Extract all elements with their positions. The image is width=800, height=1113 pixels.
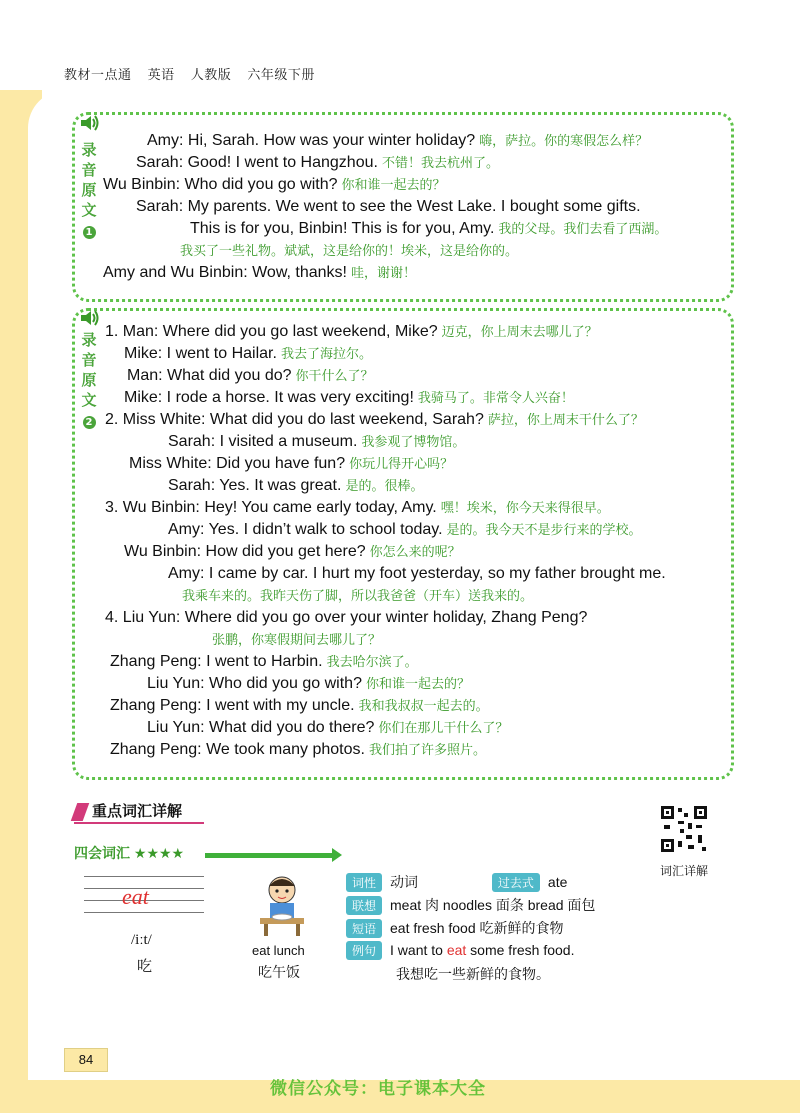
phonetic: /iːt/: [131, 932, 152, 948]
vocab-row-example-cn: [396, 964, 550, 984]
dialogue-line: [105, 498, 610, 519]
line-en: Mike: I rode a horse. It was very exciting!: [124, 389, 414, 406]
line-cn: 你们在那儿干什么了？: [378, 721, 509, 736]
line-en: 4. Liu Yun: Where did you go over your winter holiday, Zhang Peng?: [105, 609, 588, 626]
tag-badge: 过去式: [492, 873, 540, 892]
page-number: 84: [64, 1048, 108, 1072]
speaker-icon[interactable]: [78, 307, 100, 329]
line-cn: 我买了一些礼物。斌斌，这是给你的！埃米，这是给你的。: [180, 244, 519, 259]
line-en: Man: What did you do?: [127, 367, 292, 384]
line-cn: 我参观了博物馆。: [361, 435, 466, 450]
tag-badge: 词性: [346, 873, 382, 892]
line-cn: 不错！我去杭州了。: [381, 156, 499, 171]
vocab-row-example: [346, 941, 574, 960]
dialogue-line: [212, 630, 381, 651]
line-cn: 我骑马了。非常令人兴奋！: [417, 391, 574, 406]
vocab-level: 四会词汇 ★★★★: [74, 845, 185, 861]
vocab-row-part-of-speech: [346, 872, 567, 892]
label-number: 1: [83, 226, 96, 239]
qr-code-icon[interactable]: [660, 805, 708, 853]
word-meaning: 吃: [137, 958, 153, 975]
line-cn: 迈克，你上周末去哪儿了？: [441, 325, 598, 340]
vocab-row-phrase: [346, 918, 564, 938]
title-underline: [74, 822, 204, 824]
section-title-text: 重点词汇详解: [92, 803, 183, 820]
dialogue-line: [103, 263, 416, 284]
line-en: Sarah: My parents. We went to see the West Lake. I bought some gifts.: [136, 198, 641, 215]
vocab-section-title: [74, 800, 182, 821]
line-en: Miss White: Did you have fun?: [129, 455, 346, 472]
header-book: 教材一点通: [64, 67, 132, 82]
dialogue-line: [105, 410, 644, 431]
ruled-line: [84, 912, 204, 913]
line-cn: 嗨，萨拉。你的寒假怎么样？: [479, 134, 649, 149]
row-text: eat fresh food 吃新鲜的食物: [390, 920, 564, 936]
line-en: Amy: Yes. I didn’t walk to school today.: [168, 521, 443, 538]
tag-badge: 联想: [346, 896, 382, 915]
line-en: Amy and Wu Binbin: Wow, thanks!: [103, 264, 347, 281]
dialogue-line: [124, 542, 461, 563]
label-char: 录: [81, 141, 97, 159]
dialogue-line: [124, 388, 574, 409]
dialogue-line: [105, 608, 587, 628]
row-text: 动词: [390, 874, 419, 890]
line-en: 2. Miss White: What did you do last weekend, Sarah?: [105, 411, 484, 428]
page-header: [64, 64, 327, 83]
line-cn: 你和谁一起去的？: [341, 178, 446, 193]
line-cn: 我去了海拉尔。: [280, 347, 372, 362]
image-caption: eat lunch: [252, 943, 305, 958]
line-en: Amy: I came by car. I hurt my foot yesterday, so my father brought me.: [168, 565, 666, 582]
vocab-row-association: [346, 895, 595, 915]
line-cn: 是的。很棒。: [345, 479, 424, 494]
dialogue-line: [105, 322, 598, 343]
line-en: Zhang Peng: I went to Harbin.: [110, 653, 323, 670]
line-en: Liu Yun: Who did you go with?: [147, 675, 362, 692]
dialogue-line: [190, 219, 667, 240]
line-en: Wu Binbin: How did you get here?: [124, 543, 366, 560]
line-en: Zhang Peng: We took many photos.: [110, 741, 365, 758]
dialogue-line: [182, 586, 533, 607]
vocab-word: eat: [122, 884, 149, 909]
image-caption-cn: 吃午饭: [258, 964, 300, 980]
line-en: Sarah: Yes. It was great.: [168, 477, 342, 494]
dialogue-line: [147, 718, 508, 739]
line-en: This is for you, Binbin! This is for you, Amy.: [190, 220, 495, 237]
line-cn: 你怎么来的呢？: [369, 545, 461, 560]
boy-eating-illustration: [256, 872, 308, 938]
dialogue-line: [168, 564, 666, 584]
row-text: I want to: [390, 942, 447, 958]
line-en: Amy: Hi, Sarah. How was your winter holiday?: [147, 132, 476, 149]
label-char: 音: [81, 161, 97, 179]
line-cn: 你干什么了？: [295, 369, 374, 384]
line-cn: 是的。我今天不是步行来的学校。: [446, 523, 642, 538]
header-edition: 人教版: [190, 67, 232, 82]
dialogue-line: [168, 520, 642, 541]
dialogue-line: [147, 674, 470, 695]
label-char: 录: [81, 331, 97, 349]
qr-caption: 词汇详解: [660, 864, 709, 878]
row-text: some fresh food.: [466, 942, 575, 958]
line-cn: 萨拉，你上周末干什么了？: [487, 413, 644, 428]
header-grade: 六年级下册: [247, 67, 315, 82]
line-en: 1. Man: Where did you go last weekend, Mike?: [105, 323, 438, 340]
dialogue-line: [147, 131, 648, 152]
label-char: 音: [81, 351, 97, 369]
row-text: ate: [547, 874, 568, 890]
line-cn: 嘿！埃米，你今天来得很早。: [440, 501, 610, 516]
line-en: Mike: I went to Hailar.: [124, 345, 277, 362]
line-en: Liu Yun: What did you do there?: [147, 719, 375, 736]
line-en: 3. Wu Binbin: Hey! You came early today, Amy.: [105, 499, 437, 516]
dialogue-line: [103, 175, 446, 196]
label-char: 文: [81, 391, 97, 409]
label-char: 原: [81, 371, 97, 389]
speaker-icon[interactable]: [78, 112, 100, 134]
footer-watermark: 微信公众号：电子课本大全: [270, 1079, 486, 1098]
line-en: Zhang Peng: I went with my uncle.: [110, 697, 355, 714]
dialogue-line: [136, 197, 641, 217]
header-subject: 英语: [147, 67, 175, 82]
label-char: 文: [81, 201, 97, 219]
dialogue-line: [110, 652, 418, 673]
tag-badge: 例句: [346, 941, 382, 960]
ruled-line: [84, 876, 204, 877]
line-en: Sarah: Good! I went to Hangzhou.: [136, 154, 378, 171]
line-cn: 我们拍了许多照片。: [368, 743, 486, 758]
transcript-label-1: [80, 140, 98, 240]
dialogue-line: [127, 366, 374, 387]
transcript-label-2: [80, 330, 98, 430]
dialogue-line: [124, 344, 372, 365]
tag-badge: 短语: [346, 919, 382, 938]
dialogue-line: [110, 696, 489, 717]
line-cn: 哇，谢谢！: [350, 266, 416, 281]
label-number: 2: [83, 416, 96, 429]
dialogue-line: [110, 740, 486, 761]
row-text: 我想吃一些新鲜的食物。: [396, 966, 550, 982]
line-cn: 我的父母。我们去看了西湖。: [498, 222, 668, 237]
level-arrow: [332, 848, 342, 862]
dialogue-line: [180, 241, 518, 262]
line-en: Wu Binbin: Who did you go with?: [103, 176, 338, 193]
highlight-word: eat: [446, 942, 467, 958]
line-cn: 我和我叔叔一起去的。: [358, 699, 489, 714]
level-bar: [205, 853, 333, 858]
row-text: meat 肉 noodles 面条 bread 面包: [390, 897, 596, 913]
line-cn: 你玩儿得开心吗？: [349, 457, 454, 472]
line-cn: 我去哈尔滨了。: [326, 655, 418, 670]
dialogue-line: [129, 454, 453, 475]
pencil-icon: [71, 803, 90, 821]
line-cn: 我乘车来的。我昨天伤了脚，所以我爸爸（开车）送我来的。: [182, 589, 534, 604]
line-cn: 张鹏，你寒假期间去哪儿了？: [212, 633, 382, 648]
line-cn: 你和谁一起去的？: [365, 677, 470, 692]
label-char: 原: [81, 181, 97, 199]
dialogue-line: [168, 432, 465, 453]
dialogue-line: [136, 153, 499, 174]
dialogue-line: [168, 476, 423, 497]
line-en: Sarah: I visited a museum.: [168, 433, 358, 450]
